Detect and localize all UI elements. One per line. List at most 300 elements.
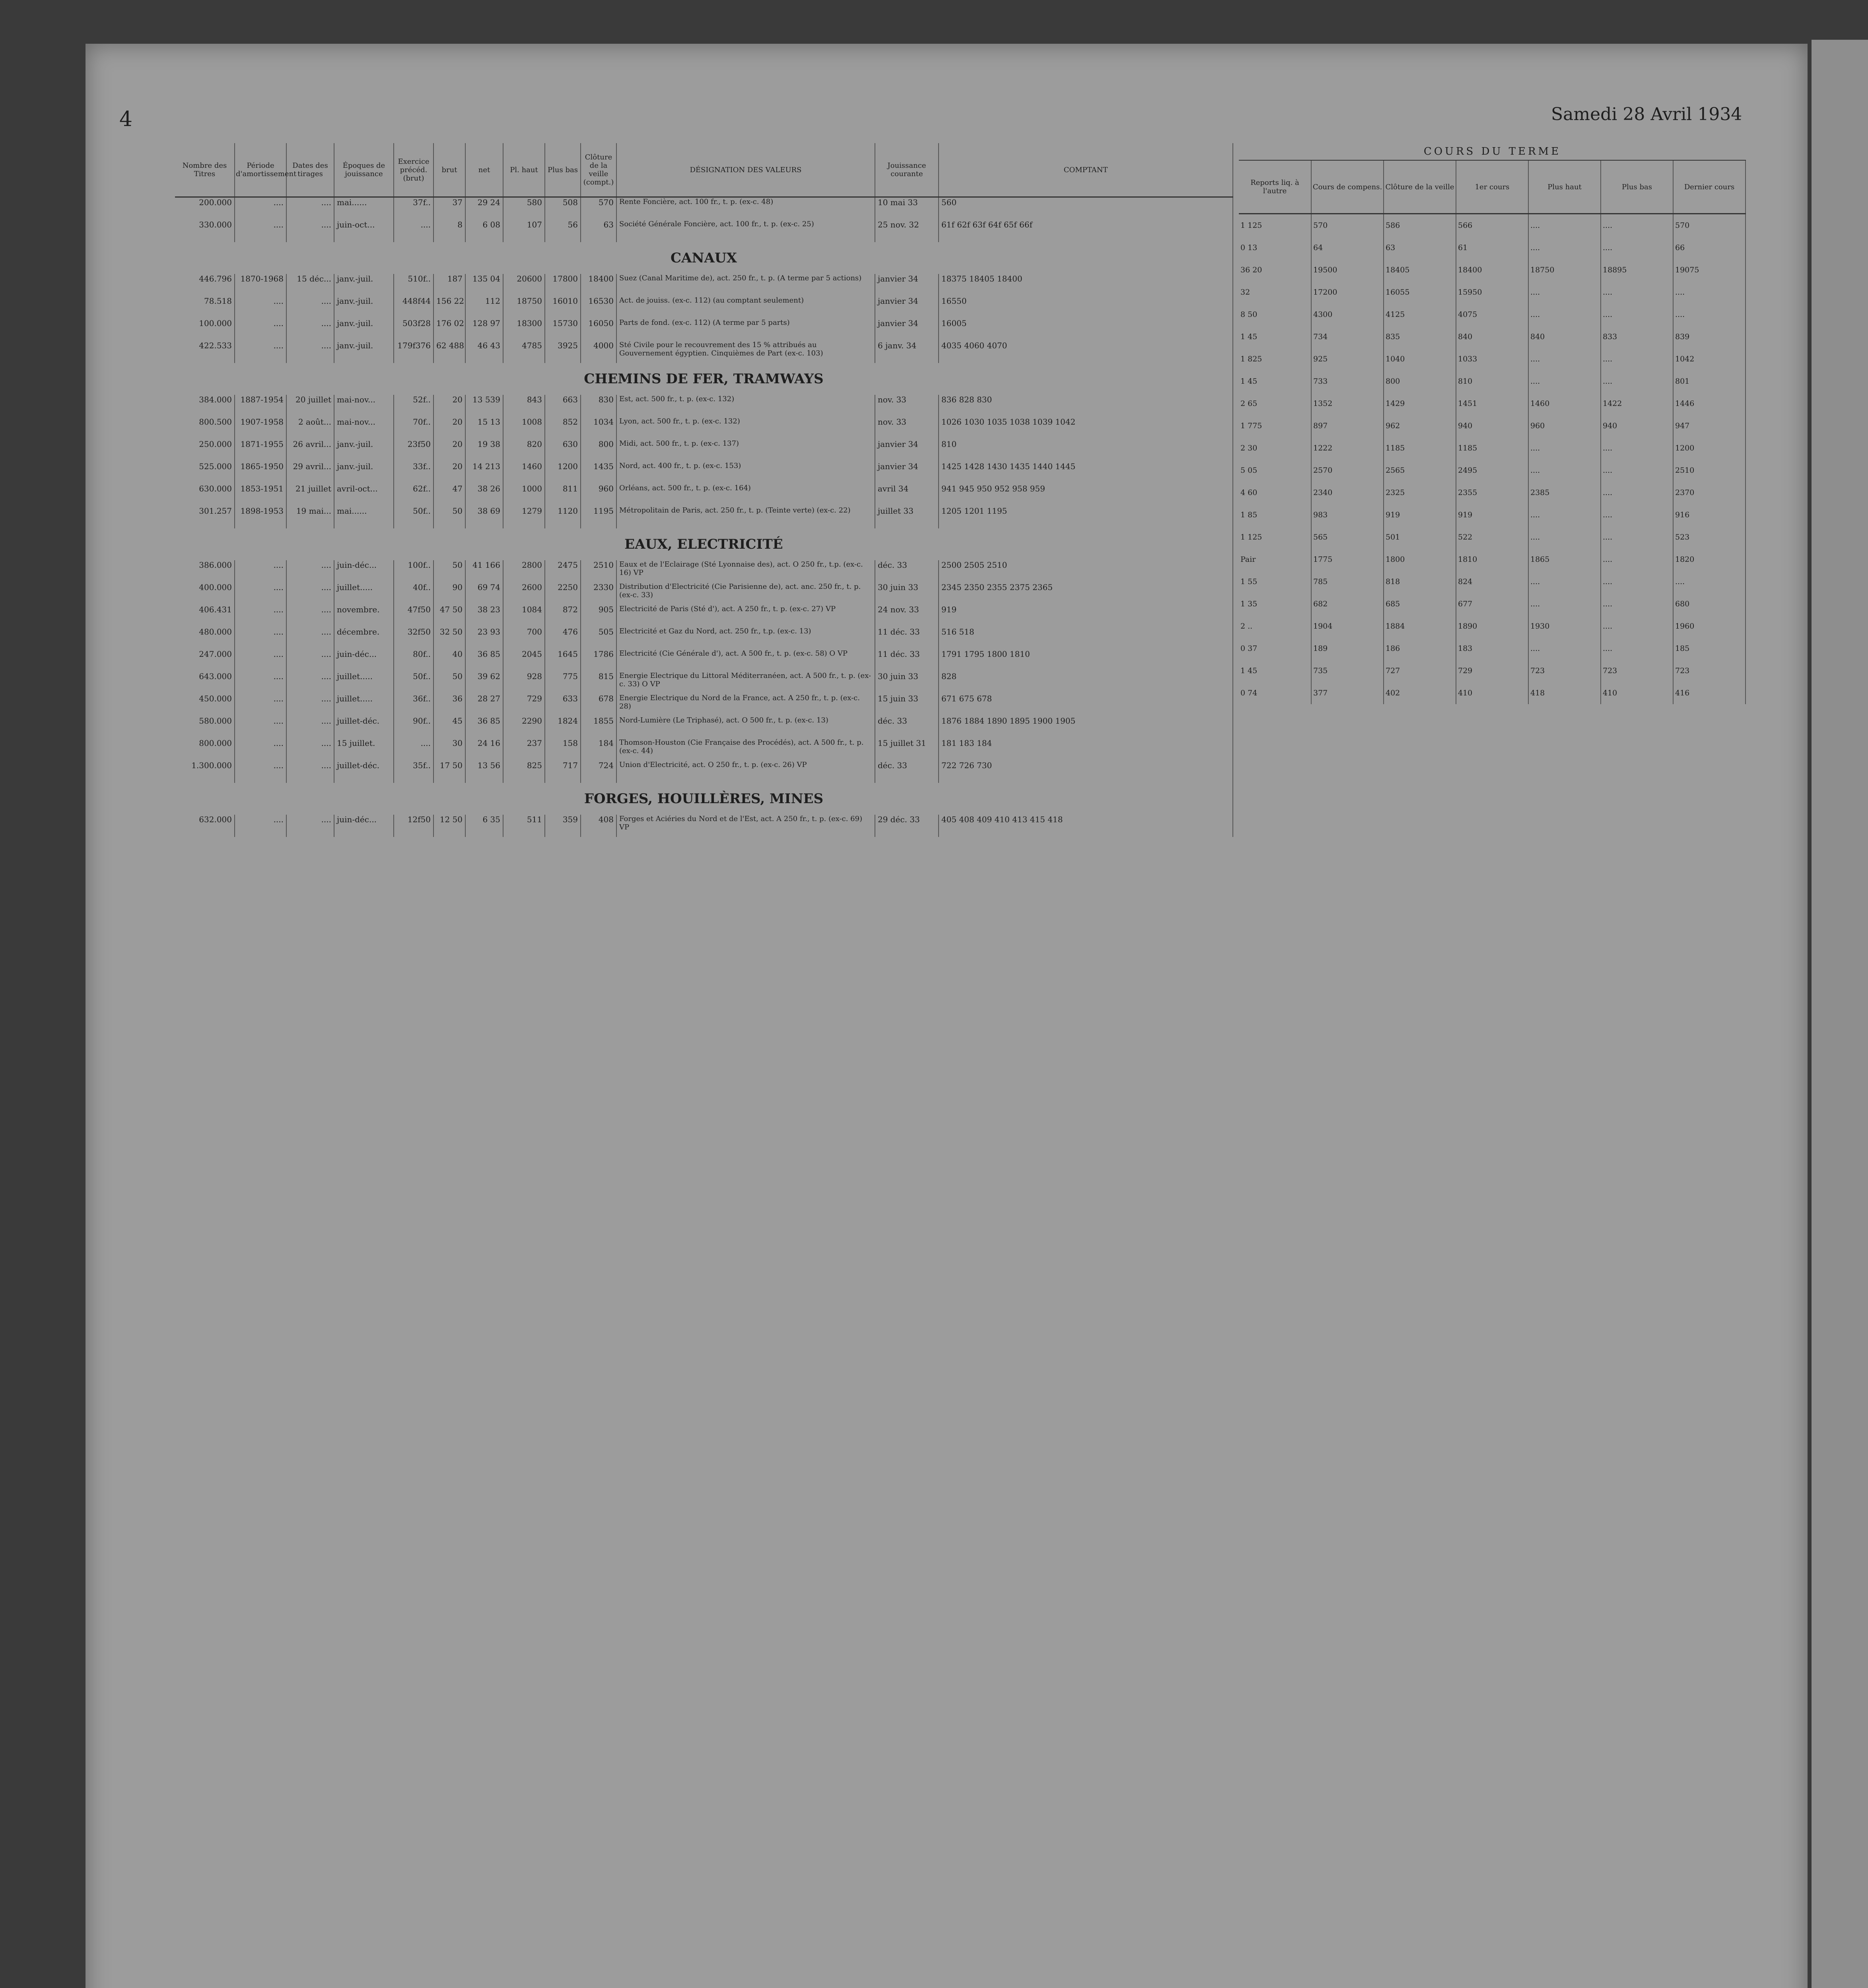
cell-ph: 825 <box>503 761 545 783</box>
terme-cell-ph: 2385 <box>1528 481 1601 504</box>
cell-cl: 1435 <box>581 462 616 484</box>
cell-per: .... <box>235 694 286 716</box>
cell-cl: 678 <box>581 694 616 716</box>
cell-n: 525.000 <box>175 462 235 484</box>
cell-ep: juin-oct... <box>334 220 394 242</box>
cell-ex: 50f.. <box>394 672 433 694</box>
terme-row <box>1239 370 1746 392</box>
cell-co: 810 <box>939 439 1233 462</box>
cell-jo: janvier 34 <box>875 296 939 318</box>
cell-dt: .... <box>286 341 334 363</box>
cell-ep: janv.-juil. <box>334 462 394 484</box>
terme-cell-comp: 733 <box>1311 370 1384 392</box>
cell-dt: 21 juillet <box>286 484 334 506</box>
cell-co: 16005 <box>939 318 1233 341</box>
terme-cell-cl: 2325 <box>1384 481 1456 504</box>
cell-per: 1853-1951 <box>235 484 286 506</box>
terme-title: COURS DU TERME <box>1239 143 1746 161</box>
header-designation: DÉSIGNATION DES VALEURS <box>616 143 875 197</box>
cell-net: 41 166 <box>465 560 503 582</box>
terme-cell-pb: 833 <box>1601 326 1673 348</box>
adjacent-page-edge <box>1812 40 1868 1988</box>
cell-cl: 63 <box>581 220 616 242</box>
table-row <box>175 694 1233 716</box>
cell-pb: 852 <box>545 417 581 439</box>
table-row <box>175 274 1233 296</box>
terme-cell-ph: .... <box>1528 593 1601 615</box>
terme-cell-p1: 61 <box>1456 237 1528 259</box>
cell-des: Midi, act. 500 fr., t. p. (ex-c. 137) <box>616 439 875 462</box>
terme-cell-pb: 723 <box>1601 660 1673 682</box>
cell-pb: 476 <box>545 627 581 649</box>
cell-per: 1870-1968 <box>235 274 286 296</box>
terme-cell-ph: .... <box>1528 637 1601 660</box>
cell-brut: 50 <box>433 560 465 582</box>
terme-cell-pb: 1422 <box>1601 392 1673 415</box>
terme-cell-ph: 840 <box>1528 326 1601 348</box>
terme-cell-rep: 1 45 <box>1239 370 1311 392</box>
cell-per: 1865-1950 <box>235 462 286 484</box>
cell-des: Union d'Electricité, act. O 250 fr., t. p. (ex-c. 26) VP <box>616 761 875 783</box>
cell-ep: décembre. <box>334 627 394 649</box>
cell-n: 384.000 <box>175 395 235 417</box>
terme-cell-ph: 1460 <box>1528 392 1601 415</box>
cell-brut: 32 50 <box>433 627 465 649</box>
terme-cell-dc: 523 <box>1673 526 1746 548</box>
cell-per: 1871-1955 <box>235 439 286 462</box>
cell-cl: 1034 <box>581 417 616 439</box>
cell-pb: 158 <box>545 738 581 761</box>
terme-cell-comp: 1775 <box>1311 548 1384 571</box>
cell-brut: 187 <box>433 274 465 296</box>
terme-cell-p1: 410 <box>1456 682 1528 704</box>
cell-brut: 176 02 <box>433 318 465 341</box>
cell-cl: 724 <box>581 761 616 783</box>
cell-brut: 45 <box>433 716 465 738</box>
cell-ep: juin-déc... <box>334 560 394 582</box>
cell-per: .... <box>235 605 286 627</box>
cell-per: .... <box>235 560 286 582</box>
cell-jo: janvier 34 <box>875 462 939 484</box>
cell-brut: 12 50 <box>433 815 465 837</box>
cell-des: Energie Electrique du Littoral Méditerranéen, act. A 500 fr., t. p. (ex-c. 33) O VP <box>616 672 875 694</box>
terme-cell-rep: 1 35 <box>1239 593 1311 615</box>
terme-cell-ph: .... <box>1528 303 1601 326</box>
terme-cell-ph: .... <box>1528 571 1601 593</box>
cell-dt: .... <box>286 649 334 672</box>
cell-des: Electricité de Paris (Sté d'), act. A 250 fr., t. p. (ex-c. 27) VP <box>616 605 875 627</box>
header-comptant: COMPTANT <box>939 143 1233 197</box>
terme-cell-pb: .... <box>1601 548 1673 571</box>
terme-cell-rep: 2 30 <box>1239 437 1311 459</box>
terme-cell-pb: .... <box>1601 214 1673 237</box>
cell-n: 800.500 <box>175 417 235 439</box>
terme-cell-comp: 682 <box>1311 593 1384 615</box>
terme-cell-pb: .... <box>1601 303 1673 326</box>
terme-cell-cl: 1185 <box>1384 437 1456 459</box>
cell-ep: janv.-juil. <box>334 274 394 296</box>
cell-dt: .... <box>286 627 334 649</box>
terme-cell-rep: 1 125 <box>1239 526 1311 548</box>
cell-dt: .... <box>286 605 334 627</box>
cell-net: 24 16 <box>465 738 503 761</box>
cell-ph: 511 <box>503 815 545 837</box>
terme-cell-rep: 1 125 <box>1239 214 1311 237</box>
cell-ep: janv.-juil. <box>334 439 394 462</box>
terme-cell-dc: 570 <box>1673 214 1746 237</box>
cell-ph: 1084 <box>503 605 545 627</box>
terme-row <box>1239 637 1746 660</box>
cell-pb: 2475 <box>545 560 581 582</box>
cell-pb: 633 <box>545 694 581 716</box>
section-row <box>175 363 1233 395</box>
cell-pb: 775 <box>545 672 581 694</box>
cell-jo: 30 juin 33 <box>875 672 939 694</box>
cell-des: Métropolitain de Paris, act. 250 fr., t. p. (Teinte verte) (ex-c. 22) <box>616 506 875 528</box>
cell-pb: 359 <box>545 815 581 837</box>
terme-cell-comp: 4300 <box>1311 303 1384 326</box>
cell-net: 15 13 <box>465 417 503 439</box>
cell-co: 836 828 830 <box>939 395 1233 417</box>
cell-co: 919 <box>939 605 1233 627</box>
cell-ep: juillet..... <box>334 672 394 694</box>
terme-cell-comp: 377 <box>1311 682 1384 704</box>
cell-ex: 52f.. <box>394 395 433 417</box>
cell-ph: 20600 <box>503 274 545 296</box>
terme-cell-comp: 925 <box>1311 348 1384 370</box>
cell-cl: 18400 <box>581 274 616 296</box>
cell-des: Forges et Aciéries du Nord et de l'Est, act. A 250 fr., t. p. (ex-c. 69) VP <box>616 815 875 837</box>
terme-cell-dc: 916 <box>1673 504 1746 526</box>
terme-cell-cl: 63 <box>1384 237 1456 259</box>
table-row <box>175 716 1233 738</box>
terme-cell-dc: 2510 <box>1673 459 1746 481</box>
table-row <box>175 815 1233 837</box>
header-brut: brut <box>433 143 465 197</box>
cell-brut: 20 <box>433 439 465 462</box>
cell-des: Electricité (Cie Générale d'), act. A 500 fr., t. p. (ex-c. 58) O VP <box>616 649 875 672</box>
cell-cl: 1786 <box>581 649 616 672</box>
cell-jo: 29 déc. 33 <box>875 815 939 837</box>
cell-ph: 2600 <box>503 582 545 605</box>
cell-co: 560 <box>939 197 1233 220</box>
cell-des: Suez (Canal Maritime de), act. 250 fr., t. p. (A terme par 5 actions) <box>616 274 875 296</box>
cell-net: 112 <box>465 296 503 318</box>
terme-cell-p1: 2355 <box>1456 481 1528 504</box>
cell-ep: mai-nov... <box>334 395 394 417</box>
terme-row <box>1239 660 1746 682</box>
cell-net: 6 08 <box>465 220 503 242</box>
cell-jo: janvier 34 <box>875 318 939 341</box>
cell-ex: 448f44 <box>394 296 433 318</box>
cell-dt: .... <box>286 560 334 582</box>
cell-cl: 960 <box>581 484 616 506</box>
terme-row <box>1239 326 1746 348</box>
cell-cl: 408 <box>581 815 616 837</box>
cell-pb: 1120 <box>545 506 581 528</box>
cell-brut: 47 <box>433 484 465 506</box>
cell-co: 1791 1795 1800 1810 <box>939 649 1233 672</box>
table-row <box>175 672 1233 694</box>
cell-co: 722 726 730 <box>939 761 1233 783</box>
cell-n: 386.000 <box>175 560 235 582</box>
section-title: CHEMINS DE FER, TRAMWAYS <box>175 363 1233 395</box>
terme-cell-comp: 17200 <box>1311 281 1384 303</box>
terme-cell-cl: 186 <box>1384 637 1456 660</box>
header-dates: Dates des tirages <box>286 143 334 197</box>
cell-des: Rente Foncière, act. 100 fr., t. p. (ex-c. 48) <box>616 197 875 220</box>
header-nombre: Nombre des Titres <box>175 143 235 197</box>
cell-n: 450.000 <box>175 694 235 716</box>
terme-cell-p1: 940 <box>1456 415 1528 437</box>
cell-ex: 47f50 <box>394 605 433 627</box>
cell-brut: 47 50 <box>433 605 465 627</box>
table-row <box>175 296 1233 318</box>
cell-n: 247.000 <box>175 649 235 672</box>
cell-ph: 580 <box>503 197 545 220</box>
cell-cl: 830 <box>581 395 616 417</box>
terme-table <box>1239 143 1746 704</box>
cell-dt: .... <box>286 815 334 837</box>
cell-net: 13 56 <box>465 761 503 783</box>
header-cloture-veille: Clôture de la veille <box>1384 161 1456 214</box>
cell-ph: 237 <box>503 738 545 761</box>
terme-cell-dc: 416 <box>1673 682 1746 704</box>
header-terme-haut: Plus haut <box>1528 161 1601 214</box>
terme-cell-comp: 785 <box>1311 571 1384 593</box>
terme-cell-ph: .... <box>1528 214 1601 237</box>
cell-brut: 20 <box>433 462 465 484</box>
cell-cl: 1195 <box>581 506 616 528</box>
cell-ex: 33f.. <box>394 462 433 484</box>
cell-ep: juillet..... <box>334 694 394 716</box>
section-row <box>175 528 1233 560</box>
terme-header-row <box>1239 161 1746 214</box>
cell-net: 29 24 <box>465 197 503 220</box>
terme-cell-ph: .... <box>1528 348 1601 370</box>
terme-cell-rep: 4 60 <box>1239 481 1311 504</box>
cell-ep: juin-déc... <box>334 815 394 837</box>
terme-cell-rep: 0 13 <box>1239 237 1311 259</box>
cell-des: Sté Civile pour le recouvrement des 15 % attribués au Gouvernement égyptien. Cinquièmes de Part (ex-c. 103) <box>616 341 875 363</box>
cell-per: .... <box>235 582 286 605</box>
terme-cell-cl: 1884 <box>1384 615 1456 637</box>
table-row <box>175 220 1233 242</box>
terme-cell-cl: 962 <box>1384 415 1456 437</box>
cell-n: 446.796 <box>175 274 235 296</box>
cell-per: .... <box>235 220 286 242</box>
section-title: EAUX, ELECTRICITÉ <box>175 528 1233 560</box>
cell-pb: 1824 <box>545 716 581 738</box>
cell-co: 181 183 184 <box>939 738 1233 761</box>
cell-ex: .... <box>394 220 433 242</box>
cell-per: .... <box>235 296 286 318</box>
cell-ex: .... <box>394 738 433 761</box>
terme-cell-pb: .... <box>1601 348 1673 370</box>
terme-cell-pb: 410 <box>1601 682 1673 704</box>
cell-dt: .... <box>286 318 334 341</box>
table-header-row <box>175 143 1233 197</box>
cell-brut: 50 <box>433 672 465 694</box>
cell-brut: 36 <box>433 694 465 716</box>
terme-cell-dc: 1446 <box>1673 392 1746 415</box>
cell-pb: 717 <box>545 761 581 783</box>
table-row <box>175 417 1233 439</box>
terme-cell-cl: 1040 <box>1384 348 1456 370</box>
cell-net: 46 43 <box>465 341 503 363</box>
section-title: CANAUX <box>175 242 1233 274</box>
cell-net: 13 539 <box>465 395 503 417</box>
cell-co: 16550 <box>939 296 1233 318</box>
terme-cell-ph: 418 <box>1528 682 1601 704</box>
terme-cell-ph: .... <box>1528 504 1601 526</box>
terme-cell-p1: 1890 <box>1456 615 1528 637</box>
table-row <box>175 627 1233 649</box>
header-premier-cours: 1er cours <box>1456 161 1528 214</box>
cell-n: 1.300.000 <box>175 761 235 783</box>
cell-ph: 4785 <box>503 341 545 363</box>
cell-n: 480.000 <box>175 627 235 649</box>
table-row <box>175 560 1233 582</box>
cell-dt: 29 avril... <box>286 462 334 484</box>
table-row <box>175 582 1233 605</box>
terme-cell-p1: 1810 <box>1456 548 1528 571</box>
cell-n: 330.000 <box>175 220 235 242</box>
cell-net: 23 93 <box>465 627 503 649</box>
cell-co: 2500 2505 2510 <box>939 560 1233 582</box>
cell-brut: 8 <box>433 220 465 242</box>
cell-ex: 32f50 <box>394 627 433 649</box>
cell-ph: 1460 <box>503 462 545 484</box>
cell-co: 2345 2350 2355 2375 2365 <box>939 582 1233 605</box>
section-row <box>175 783 1233 815</box>
cell-des: Société Générale Foncière, act. 100 fr., t. p. (ex-c. 25) <box>616 220 875 242</box>
terme-cell-dc: 1042 <box>1673 348 1746 370</box>
cell-ph: 18300 <box>503 318 545 341</box>
terme-row <box>1239 593 1746 615</box>
header-epoques: Époques de jouissance <box>334 143 394 197</box>
cell-ex: 70f.. <box>394 417 433 439</box>
terme-cell-cl: 4125 <box>1384 303 1456 326</box>
cell-ex: 37f.. <box>394 197 433 220</box>
cell-pb: 663 <box>545 395 581 417</box>
cell-des: Distribution d'Electricité (Cie Parisienne de), act. anc. 250 fr., t. p. (ex-c. 33) <box>616 582 875 605</box>
cell-n: 78.518 <box>175 296 235 318</box>
header-periode: Période d'amortissement <box>235 143 286 197</box>
terme-cell-p1: 183 <box>1456 637 1528 660</box>
terme-cell-comp: 2570 <box>1311 459 1384 481</box>
cell-ex: 35f.. <box>394 761 433 783</box>
terme-cell-p1: 840 <box>1456 326 1528 348</box>
cell-brut: 90 <box>433 582 465 605</box>
terme-cell-pb: .... <box>1601 637 1673 660</box>
terme-cell-rep: 1 45 <box>1239 660 1311 682</box>
cell-net: 14 213 <box>465 462 503 484</box>
cell-co: 61f 62f 63f 64f 65f 66f <box>939 220 1233 242</box>
cell-cl: 16050 <box>581 318 616 341</box>
cell-dt: .... <box>286 761 334 783</box>
cell-des: Lyon, act. 500 fr., t. p. (ex-c. 132) <box>616 417 875 439</box>
terme-cell-pb: .... <box>1601 437 1673 459</box>
terme-row <box>1239 481 1746 504</box>
table-row <box>175 439 1233 462</box>
cell-cl: 905 <box>581 605 616 627</box>
terme-cell-p1: 1185 <box>1456 437 1528 459</box>
cell-n: 800.000 <box>175 738 235 761</box>
cell-ph: 729 <box>503 694 545 716</box>
table-row <box>175 462 1233 484</box>
terme-cell-dc: 839 <box>1673 326 1746 348</box>
cell-pb: 1645 <box>545 649 581 672</box>
terme-cell-rep: 1 85 <box>1239 504 1311 526</box>
cell-dt: 2 août... <box>286 417 334 439</box>
cell-cl: 2510 <box>581 560 616 582</box>
terme-cell-ph: 1930 <box>1528 615 1601 637</box>
cell-jo: 11 déc. 33 <box>875 627 939 649</box>
cell-net: 128 97 <box>465 318 503 341</box>
header-cours-compens: Cours de compens. <box>1311 161 1384 214</box>
terme-cell-cl: 501 <box>1384 526 1456 548</box>
cell-ph: 700 <box>503 627 545 649</box>
header-exercice: Exercice précéd. (brut) <box>394 143 433 197</box>
table-row <box>175 506 1233 528</box>
cell-per: .... <box>235 716 286 738</box>
cell-n: 643.000 <box>175 672 235 694</box>
cell-n: 422.533 <box>175 341 235 363</box>
cell-ex: 23f50 <box>394 439 433 462</box>
cell-ph: 820 <box>503 439 545 462</box>
terme-cell-p1: 522 <box>1456 526 1528 548</box>
terme-cell-ph: .... <box>1528 237 1601 259</box>
cell-des: Electricité et Gaz du Nord, act. 250 fr., t.p. (ex-c. 13) <box>616 627 875 649</box>
terme-cell-comp: 735 <box>1311 660 1384 682</box>
cell-des: Eaux et de l'Eclairage (Sté Lyonnaise des), act. O 250 fr., t.p. (ex-c. 16) VP <box>616 560 875 582</box>
terme-cell-ph: 723 <box>1528 660 1601 682</box>
terme-cell-cl: 1429 <box>1384 392 1456 415</box>
cell-pb: 872 <box>545 605 581 627</box>
terme-cell-cl: 2565 <box>1384 459 1456 481</box>
terme-cell-comp: 897 <box>1311 415 1384 437</box>
cell-net: 39 62 <box>465 672 503 694</box>
cell-net: 69 74 <box>465 582 503 605</box>
terme-row <box>1239 571 1746 593</box>
terme-cell-p1: 2495 <box>1456 459 1528 481</box>
cell-per: 1907-1958 <box>235 417 286 439</box>
cell-jo: 6 janv. 34 <box>875 341 939 363</box>
terme-cell-cl: 727 <box>1384 660 1456 682</box>
cell-dt: .... <box>286 220 334 242</box>
cell-ep: janv.-juil. <box>334 296 394 318</box>
cell-per: .... <box>235 672 286 694</box>
cell-pb: 1200 <box>545 462 581 484</box>
terme-cell-rep: 1 825 <box>1239 348 1311 370</box>
table-row <box>175 318 1233 341</box>
table-row <box>175 395 1233 417</box>
table-row <box>175 738 1233 761</box>
cell-cl: 4000 <box>581 341 616 363</box>
cell-ph: 928 <box>503 672 545 694</box>
cell-jo: 24 nov. 33 <box>875 605 939 627</box>
terme-cell-ph: .... <box>1528 437 1601 459</box>
terme-cell-dc: 801 <box>1673 370 1746 392</box>
cell-ph: 1279 <box>503 506 545 528</box>
cell-cl: 184 <box>581 738 616 761</box>
cell-co: 516 518 <box>939 627 1233 649</box>
terme-cell-pb: 940 <box>1601 415 1673 437</box>
cell-n: 301.257 <box>175 506 235 528</box>
cell-ex: 179f376 <box>394 341 433 363</box>
cell-des: Orléans, act. 500 fr., t. p. (ex-c. 164) <box>616 484 875 506</box>
